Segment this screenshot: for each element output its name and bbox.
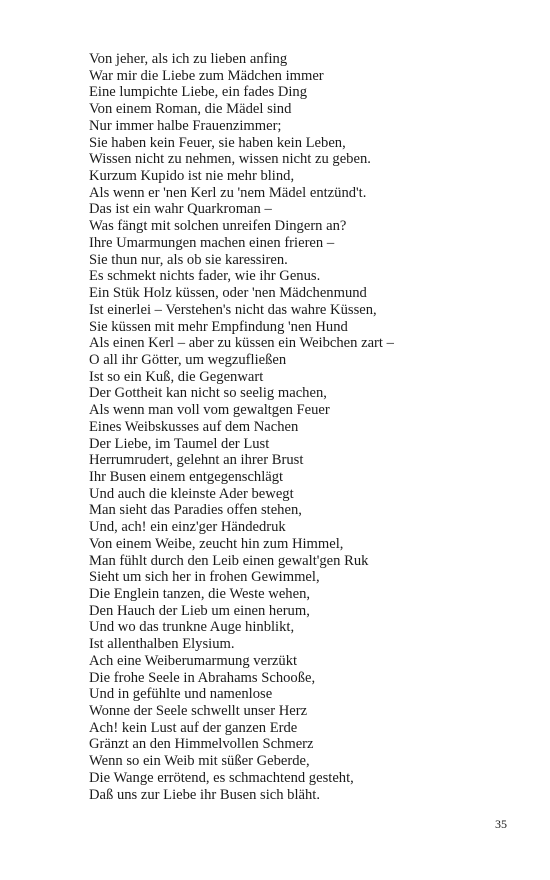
poem-line: Und wo das trunkne Auge hinblikt, (89, 619, 295, 636)
poem-line: Und auch die kleinste Ader bewegt (89, 485, 294, 502)
poem-line: Kurzum Kupido ist nie mehr blind, (89, 168, 295, 185)
poem-line: Ach! kein Lust auf der ganzen Erde (89, 719, 298, 736)
poem-line: Ihr Busen einem entgegenschlägt (89, 468, 284, 485)
poem-line: Was fängt mit solchen unreifen Dingern an? (89, 218, 347, 235)
poem-line: Eines Weibskusses auf dem Nachen (89, 418, 299, 435)
poem-line: O all ihr Götter, um wegzufließen (89, 351, 287, 368)
poem-line: Daß uns zur Liebe ihr Busen sich bläht. (89, 786, 321, 803)
poem-line: Von jeher, als ich zu lieben anfing (89, 51, 288, 67)
poem-line: Von einem Weibe, zeucht hin zum Himmel, (89, 535, 344, 552)
poem-line: Ist so ein Kuß, die Gegenwart (89, 368, 264, 385)
poem-line: Sie haben kein Feuer, sie haben kein Leben, (89, 134, 346, 151)
poem-line: Wissen nicht zu nehmen, wissen nicht zu geben. (89, 151, 371, 168)
poem-line: Als wenn man voll vom gewaltgen Feuer (89, 402, 330, 419)
poem-line: Ist einerlei – Verstehen's nicht das wahre Küssen, (89, 301, 377, 318)
poem-line: Das ist ein wahr Quarkroman – (89, 201, 272, 218)
poem-line: Der Gottheit kan nicht so seelig machen, (89, 385, 327, 402)
poem-line: Man fühlt durch den Leib einen gewalt'gen Ruk (89, 552, 369, 569)
poem-line: Ach eine Weiberumarmung verzükt (89, 652, 298, 669)
poem-line: Die Wange errötend, es schmachtend gesteht, (89, 769, 354, 786)
poem-text (89, 51, 394, 803)
poem-line: Von einem Roman, die Mädel sind (89, 101, 292, 118)
poem-line: War mir die Liebe zum Mädchen immer (89, 67, 324, 84)
poem-line: Sie küssen mit mehr Empfindung 'nen Hund (89, 318, 348, 335)
poem-line: Sieht um sich her in frohen Gewimmel, (89, 569, 320, 586)
poem-line: Wonne der Seele schwellt unser Herz (89, 703, 308, 720)
poem-line: Ihre Umarmungen machen einen frieren – (89, 234, 335, 251)
poem-line: Ein Stük Holz küssen, oder 'nen Mädchenmund (89, 285, 367, 302)
poem-line: Ist allenthalben Elysium. (89, 636, 235, 653)
poem-line: Sie thun nur, als ob sie karessiren. (89, 251, 288, 268)
poem-line: Herrumrudert, gelehnt an ihrer Brust (89, 452, 304, 469)
poem-line: Wenn so ein Weib mit süßer Geberde, (89, 753, 310, 770)
poem-line: Und, ach! ein einz'ger Händedruk (89, 519, 286, 536)
poem-line: Die frohe Seele in Abrahams Schooße, (89, 669, 316, 686)
page-number: 35 (495, 817, 507, 831)
poem-line: Gränzt an den Himmelvollen Schmerz (89, 736, 314, 753)
poem-line: Eine lumpichte Liebe, ein fades Ding (89, 84, 308, 101)
poem-line: Als einen Kerl – aber zu küssen ein Weibchen zart – (89, 335, 394, 352)
poem-line: Der Liebe, im Taumel der Lust (89, 435, 270, 452)
poem-line: Die Englein tanzen, die Weste wehen, (89, 586, 311, 602)
poem-line: Als wenn er 'nen Kerl zu 'nem Mädel entzünd't. (89, 184, 367, 201)
poem-line: Den Hauch der Lieb um einen herum, (89, 602, 310, 619)
poem-line: Nur immer halbe Frauenzimmer; (89, 117, 282, 134)
poem-line: Und in gefühlte und namenlose (89, 686, 273, 703)
poem-line: Man sieht das Paradies offen stehen, (89, 502, 302, 519)
poem-line: Es schmekt nichts fader, wie ihr Genus. (89, 268, 321, 285)
